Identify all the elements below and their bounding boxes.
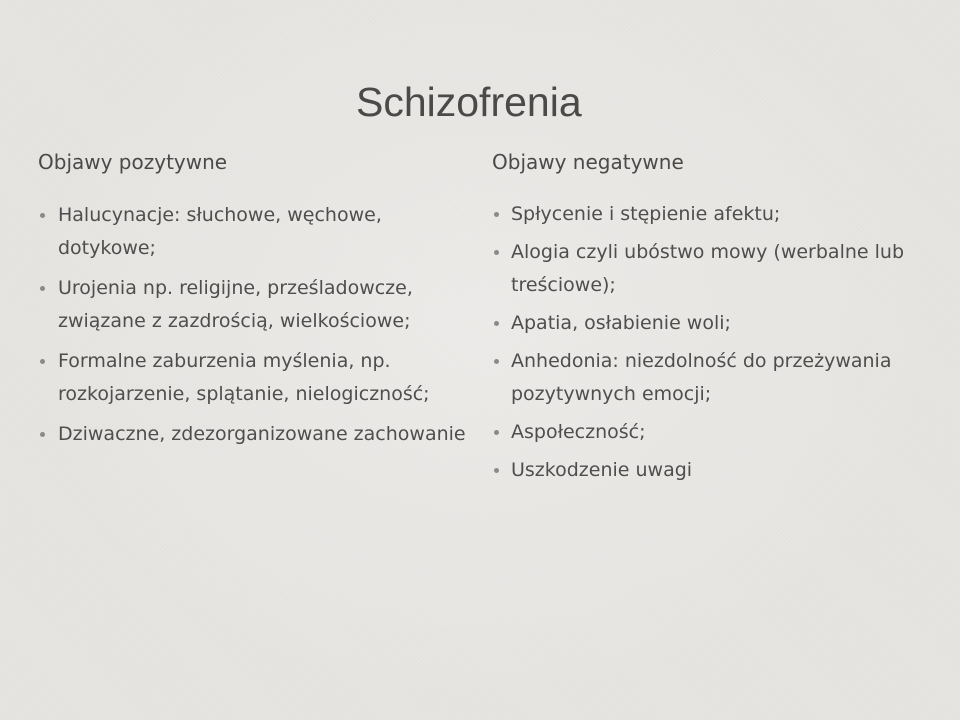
bullet-dot-icon <box>494 468 499 473</box>
list-item-text: Uszkodzenie uwagi <box>511 459 693 481</box>
list-item <box>492 198 932 231</box>
positive-symptoms-column <box>38 140 478 458</box>
list-item-text: Apatia, osłabienie woli; <box>511 312 731 334</box>
list-item <box>492 236 932 302</box>
list-item-text: Urojenia np. religijne, prześladowcze, związane z zazdrością, wielkościowe; <box>58 277 413 332</box>
bullet-dot-icon <box>40 432 45 437</box>
list-item-text: Alogia czyli ubóstwo mowy (werbalne lub treściowe); <box>511 241 905 296</box>
positive-symptoms-list <box>38 199 478 451</box>
bullet-dot-icon <box>494 212 499 217</box>
list-item-text: Formalne zaburzenia myślenia, np. rozkojarzenie, splątanie, nielogiczność; <box>58 350 430 405</box>
list-item-text: Spłycenie i stępienie afektu; <box>511 203 781 225</box>
negative-symptoms-column <box>492 140 932 492</box>
list-item-text: Halucynacje: słuchowe, węchowe, dotykowe; <box>58 204 382 259</box>
list-item <box>492 454 932 487</box>
list-item-text: Dziwaczne, zdezorganizowane zachowanie <box>58 423 466 445</box>
list-item <box>38 345 478 411</box>
list-item <box>38 418 478 451</box>
list-item-text: Aspołeczność; <box>511 421 646 443</box>
list-item <box>38 199 478 265</box>
bullet-dot-icon <box>494 430 499 435</box>
bullet-dot-icon <box>40 286 45 291</box>
bullet-dot-icon <box>494 359 499 364</box>
positive-symptoms-heading: Objawy pozytywne <box>38 150 228 174</box>
slide-title: Schizofrenia <box>356 79 582 125</box>
list-item <box>38 272 478 338</box>
list-item <box>492 416 932 449</box>
bullet-dot-icon <box>494 250 499 255</box>
list-item <box>492 307 932 340</box>
list-item <box>492 345 932 411</box>
bullet-dot-icon <box>40 359 45 364</box>
bullet-dot-icon <box>40 213 45 218</box>
bullet-dot-icon <box>494 321 499 326</box>
list-item-text: Anhedonia: niezdolność do przeżywania pozytywnych emocji; <box>511 350 892 405</box>
negative-symptoms-heading: Objawy negatywne <box>492 150 684 174</box>
negative-symptoms-list <box>492 198 932 487</box>
